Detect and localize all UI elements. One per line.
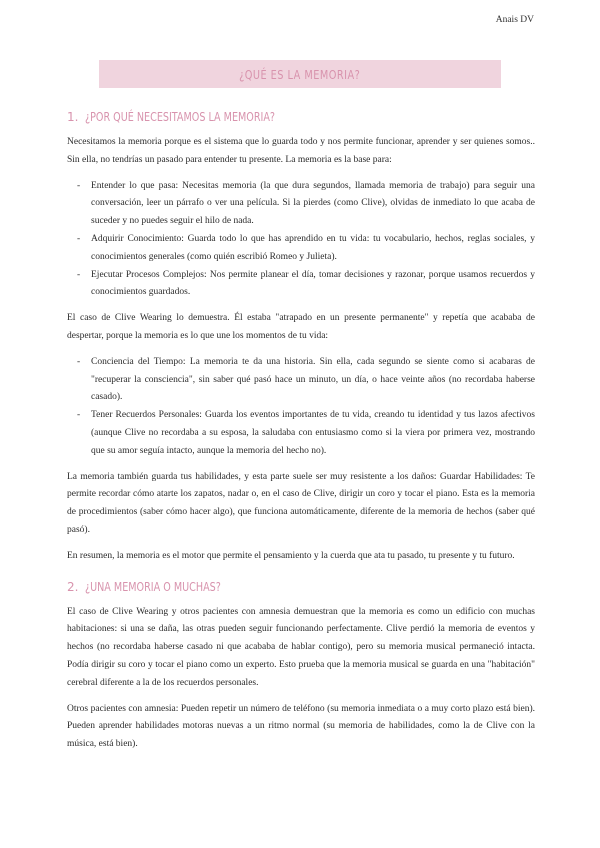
- section-1-title: ¿POR QUÉ NECESITAMOS LA MEMORIA?: [85, 110, 276, 124]
- section-2-title: ¿UNA MEMORIA O MUCHAS?: [85, 579, 221, 594]
- section-1-paragraph-2: El caso de Clive Wearing lo demuestra. Él estaba "atrapado en un presente permanente" y repetía que acababa de despertar, porque la memoria es lo que une los momentos de tu vida:: [67, 313, 535, 341]
- section-1-heading: [67, 110, 535, 124]
- list-item: - Tener Recuerdos Personales: Guarda los eventos importantes de tu vida, creando tu identidad y tus lazos afectivos (aunque Clive no recordaba a su esposa, la saludaba con entusiasmo como si la viera por primera vez, mostrando que su amor seguía intacto, aunque la memoria del hecho no).: [77, 407, 535, 460]
- list-item: - Ejecutar Procesos Complejos: Nos permite planear el día, tomar decisiones y razonar, porque usamos recuerdos y conocimientos guardados.: [77, 267, 535, 303]
- section-1-list-1: [67, 178, 535, 303]
- page-title-banner: [99, 60, 501, 88]
- page-title: ¿QUÉ ES LA MEMORIA?: [239, 66, 361, 82]
- list-item: - Entender lo que pasa: Necesitas memoria (la que dura segundos, llamada memoria de trabajo) para seguir una conversación, leer un párrafo o ver una película. Si la pierdes (como Clive), olvidas de inmediato lo que acaba de suceder y no puedes seguir el hilo de nada.: [77, 178, 535, 231]
- section-2-paragraph-1: El caso de Clive Wearing y otros pacientes con amnesia demuestran que la memoria es como un edificio con muchas habitaciones: si una se daña, las otras pueden seguir funcionando perfectamente. Clive perdió la memoria de eventos y hechos (no recordaba haberse casado ni que acababa de hablar contigo), pero su memoria musical permaneció intacta. Podía dirigir su coro y tocar el piano como un experto. Esto prueba que la memoria musical se guarda en una "habitación" cerebral diferente a la de los recuerdos personales.: [67, 606, 535, 688]
- section-1-paragraph-1: Necesitamos la memoria porque es el sistema que lo guarda todo y nos permite funcionar, aprender y ser quienes somos.. Sin ella, no tendrías un pasado para entender tu presente. La memoria es la base para:: [67, 137, 535, 165]
- list-item: - Conciencia del Tiempo: La memoria te da una historia. Sin ella, cada segundo se siente como si acabaras de "recuperar la consciencia", sin saber qué pasó hace un minuto, un día, o hace veinte años (no recordaba haberse casado).: [77, 354, 535, 407]
- section-2-number: 2.: [67, 579, 79, 594]
- author-name: Anais DV: [495, 15, 534, 25]
- section-1-paragraph-4: En resumen, la memoria es el motor que permite el pensamiento y la cuerda que ata tu pasado, tu presente y tu futuro.: [67, 550, 515, 561]
- section-2-paragraph-2: Otros pacientes con amnesia: Pueden repetir un número de teléfono (su memoria inmediata o a muy corto plazo está bien). Pueden aprender habilidades motoras nuevas a un ritmo normal (su memoria de habilidades, como la de Clive con la música, está bien).: [67, 703, 535, 750]
- section-1-paragraph-3: La memoria también guarda tus habilidades, y esta parte suele ser muy resistente a los daños: Guardar Habilidades: Te permite recordar cómo atarte los zapatos, nadar o, en el caso de Clive, dirigir un coro y tocar el piano. Esta es la memoria de procedimientos (saber cómo hacer algo), que funciona automáticamente, diferente de la memoria de hechos (saber qué pasó).: [67, 471, 535, 535]
- section-1-number: 1.: [67, 110, 79, 124]
- list-item: - Adquirir Conocimiento: Guarda todo lo que has aprendido en tu vida: tu vocabulario, hechos, reglas sociales, y conocimientos generales (como quién escribió Romeo y Julieta).: [77, 231, 535, 267]
- section-1-list-2: [67, 354, 535, 461]
- document-body: [67, 110, 535, 762]
- section-2-heading: [67, 580, 535, 594]
